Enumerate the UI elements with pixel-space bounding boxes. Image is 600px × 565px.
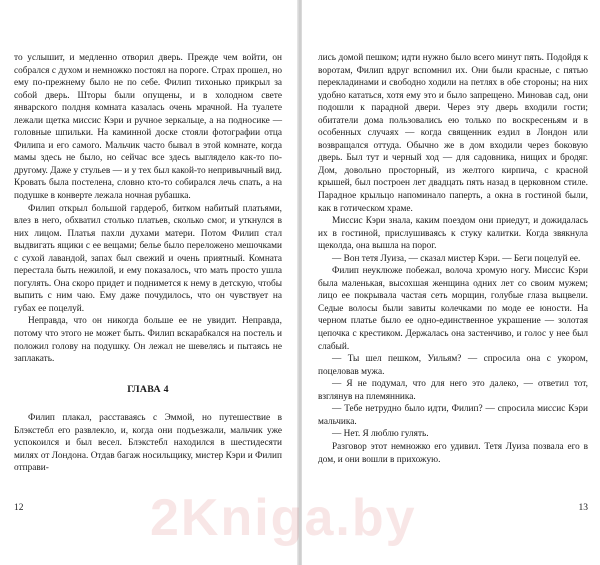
page-number: 13 bbox=[578, 503, 588, 513]
left-page bbox=[0, 0, 298, 565]
chapter-heading: ГЛАВА 4 bbox=[127, 383, 169, 395]
right-page bbox=[302, 0, 600, 565]
watermark: 2Kniga.by bbox=[150, 489, 417, 547]
paragraph: Миссис Кэри знала, каким поездом они приедут, и дожидалась их в гостиной, прислушиваясь к стуку калитки. Когда звякнула щеколда, она вышла на порог. bbox=[318, 216, 588, 252]
left-page-text bbox=[14, 52, 282, 475]
paragraph: Разговор этот немножко его удивил. Тетя Луиза позвала его в дом, и они вошли в прихожую. bbox=[318, 441, 588, 465]
dialogue-line: — Тебе нетрудно было идти, Филип? — спросила миссис Кэри мальчика. bbox=[318, 404, 588, 427]
dialogue-line: — Я не подумал, что для него это далеко, — ответил тот, взглянув на племянника. bbox=[318, 379, 588, 402]
paragraph: Неправда, что он никогда больше ее не увидит. Неправда, потому что этого не может быть. Филип вскарабкался на постель и положил голову на подушку. Он лежал не шевелясь и пытаясь не заплакать. bbox=[14, 316, 282, 365]
paragraph: Филип неуклюже побежал, волоча хромую ногу. Миссис Кэри была маленькая, высохшая женщина одних лет со своим мужем; лицо ее покрывала частая сеть морщин, голубые глаза выцвели. Седые волосы были завиты колечками по моде ее юности. На черном платье было ее одно-единственное украшение — золотая цепочка с крестиком. Держалась она застенчиво, и голос у нее был слабый. bbox=[318, 266, 588, 352]
dialogue-line: — Ты шел пешком, Уильям? — спросила она с укором, поцеловав мужа. bbox=[318, 354, 588, 377]
page-number: 12 bbox=[14, 503, 24, 513]
right-page-text bbox=[318, 52, 588, 466]
dialogue-line: — Нет. Я люблю гулять. bbox=[332, 429, 429, 440]
paragraph: лись домой пешком; идти нужно было всего минут пять. Подойдя к воротам, Филип вдруг вспомнил их. Они были красные, с пятью перекладинами и свободно ходили на петлях в обе стороны; на них удобно кататься, хотя ему это и было запрещено. Миновав сад, они подошли к парадной двери. Через эту дверь входили гости; обитатели дома пользовались ею только по воскресеньям и в особенных случаях — когда священник ездил в Лондон или возвращался оттуда. Обычно же в дом входили через боковую дверь. Был тут и черный ход — для садовника, нищих и бродяг. Дом, довольно просторный, из желтого кирпича, с красной крышей, был построен лет двадцать пять назад в церковном стиле. Парадное крыльцо напоминало паперть, а окна в гостиной были, как в готическом храме. bbox=[318, 53, 588, 214]
paragraph: Филип плакал, расставаясь с Эммой, но путешествие в Блэкстебл его развлекло, и, когда они подъезжали, мальчик уже успокоился и был весел. Блэкстебл находился в шестидесяти милях от Лондона. Отдав багаж носильщику, мистер Кэри и Филип отправи- bbox=[14, 413, 282, 474]
paragraph: Филип открыл большой гардероб, битком набитый платьями, влез в него, обхватил столько платьев, сколько смог, и уткнулся в них лицом. Платья пахли духами матери. Потом Филип стал выдвигать ящики с ее вещами; белье было переложено мешочками с сухой лавандой, запах был свежий и очень приятный. Комната перестала быть нежилой, и ему показалось, что мать просто ушла погулять. Она скоро придет и поднимется к нему в детскую, чтобы выпить с ним чаю. Ему даже почудилось, что он чувствует на губах ее поцелуй. bbox=[14, 203, 282, 314]
dialogue-line: — Вон тетя Луиза, — сказал мистер Кэри. — Беги поцелуй ее. bbox=[332, 253, 581, 264]
paragraph: то услышит, и медленно отворил дверь. Прежде чем войти, он собрался с духом и немножко постоял на пороге. Страх прошел, но ему по-прежнему было не по себе. Филип тихонько прикрыл за собой дверь. Шторы были опущены, и в холодном свете январского полдня комната казалась очень мрачной. На туалете лежали щетка миссис Кэри и ручное зеркальце, а на подносике — головные шпильки. На каминной доске стояли фотографии отца Филипа и его самого. Мальчик часто бывал в этой комнате, когда мамы здесь не было, но сейчас все здесь выглядело как-то по-другому. Даже у стульев — и у тех был какой-то непривычный вид. Кровать была постелена, словно кто-то собирался лечь спать, а на подушке в конверте лежала ночная рубашка. bbox=[14, 53, 282, 202]
